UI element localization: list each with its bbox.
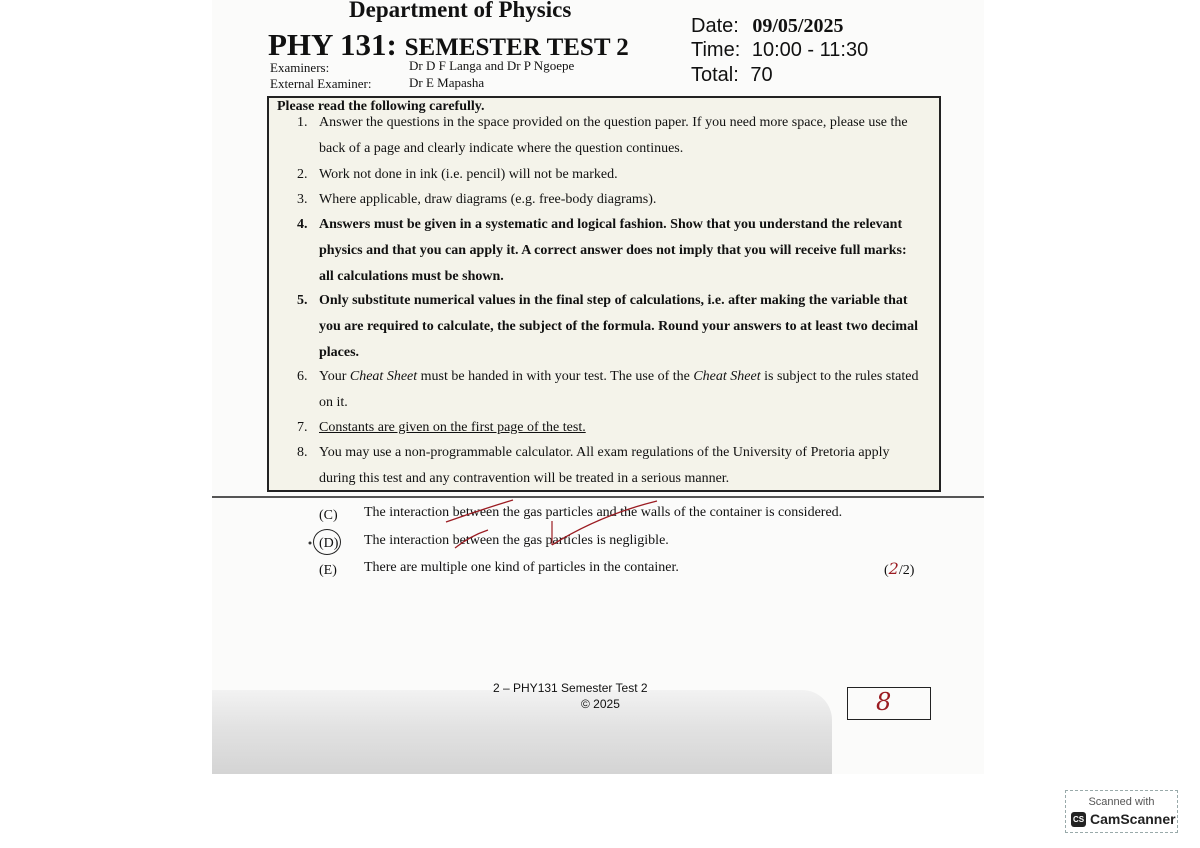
instruction-number: 6. bbox=[297, 369, 308, 384]
instruction-number: 7. bbox=[297, 420, 308, 435]
page-footer-label: 2 – PHY131 Semester Test 2 bbox=[493, 681, 648, 695]
instruction-line: Your Cheat Sheet must be handed in with your test. The use of the Cheat Sheet is subject to the rules stated bbox=[319, 369, 919, 384]
instruction-number: 4. bbox=[297, 217, 308, 232]
option-text-d: The interaction between the gas particles is negligible. bbox=[364, 533, 669, 548]
mark-total: /2) bbox=[898, 563, 915, 578]
instruction-number: 5. bbox=[297, 293, 308, 308]
camscanner-watermark bbox=[1065, 790, 1178, 833]
time-value: 10:00 - 11:30 bbox=[751, 39, 869, 61]
instruction-line: Where applicable, draw diagrams (e.g. free-body diagrams). bbox=[319, 192, 657, 207]
camscanner-logo-icon: CS bbox=[1071, 812, 1086, 827]
department-title: Department of Physics bbox=[349, 0, 572, 22]
scanned-with-label: Scanned with bbox=[1088, 796, 1155, 808]
instruction-line: physics and that you can apply it. A correct answer does not imply that you will receive full marks: bbox=[319, 243, 907, 258]
instruction-line: Answer the questions in the space provided on the question paper. If you need more space, please use the bbox=[319, 115, 908, 130]
instruction-line: all calculations must be shown. bbox=[319, 269, 504, 284]
page-footer-copyright: © 2025 bbox=[581, 697, 620, 711]
instruction-line: on it. bbox=[319, 395, 348, 410]
instruction-line: back of a page and clearly indicate where the question continues. bbox=[319, 141, 684, 156]
total-label: Total: bbox=[691, 64, 739, 86]
date-value: 09/05/2025 bbox=[752, 15, 844, 37]
option-text-e: There are multiple one kind of particles in the container. bbox=[364, 560, 679, 575]
instruction-line: Constants are given on the first page of the test. bbox=[319, 420, 586, 435]
external-examiner-label: External Examiner: bbox=[270, 76, 372, 91]
instruction-line: you are required to calculate, the subject of the formula. Round your answers to at least two decimal bbox=[319, 319, 918, 334]
mark-awarded: 2 bbox=[888, 559, 899, 578]
examiners-label: Examiners: bbox=[270, 60, 330, 75]
instruction-number: 1. bbox=[297, 115, 308, 130]
pen-stroke bbox=[552, 501, 657, 545]
date-label: Date: bbox=[691, 15, 739, 37]
instruction-line: Answers must be given in a systematic and logical fashion. Show that you understand the relevant bbox=[319, 217, 903, 232]
dot-mark bbox=[309, 542, 312, 545]
option-text-c: The interaction between the gas particles and the walls of the container is considered. bbox=[364, 505, 843, 520]
test-name: SEMESTER TEST 2 bbox=[404, 34, 629, 61]
instruction-number: 2. bbox=[297, 167, 308, 182]
option-letter-c: (C) bbox=[319, 508, 338, 523]
camscanner-brand: CamScanner bbox=[1090, 811, 1176, 827]
time-label: Time: bbox=[691, 39, 741, 61]
instruction-line: You may use a non-programmable calculator. All exam regulations of the University of Pretoria apply bbox=[319, 445, 890, 460]
instruction-line: Work not done in ink (i.e. pencil) will not be marked. bbox=[319, 167, 618, 182]
course-code: PHY 131: bbox=[268, 27, 397, 62]
option-letter-d: (D) bbox=[319, 536, 339, 551]
external-examiner-value: Dr E Mapasha bbox=[409, 75, 485, 90]
instructions-title: Please read the following carefully. bbox=[277, 99, 485, 114]
pen-stroke bbox=[455, 530, 488, 548]
instruction-line: places. bbox=[319, 345, 360, 360]
score-value: 8 bbox=[876, 688, 892, 716]
instruction-number: 3. bbox=[297, 192, 308, 207]
option-letter-e: (E) bbox=[319, 563, 337, 578]
mark-open-paren: ( bbox=[884, 563, 889, 578]
pen-stroke bbox=[446, 500, 513, 522]
total-value: 70 bbox=[750, 64, 773, 86]
instruction-number: 8. bbox=[297, 445, 308, 460]
examiners-value: Dr D F Langa and Dr P Ngoepe bbox=[409, 58, 575, 73]
instruction-line: during this test and any contravention will be treated in a serious manner. bbox=[319, 471, 730, 486]
instruction-line: Only substitute numerical values in the final step of calculations, i.e. after making the variable that bbox=[319, 293, 908, 308]
